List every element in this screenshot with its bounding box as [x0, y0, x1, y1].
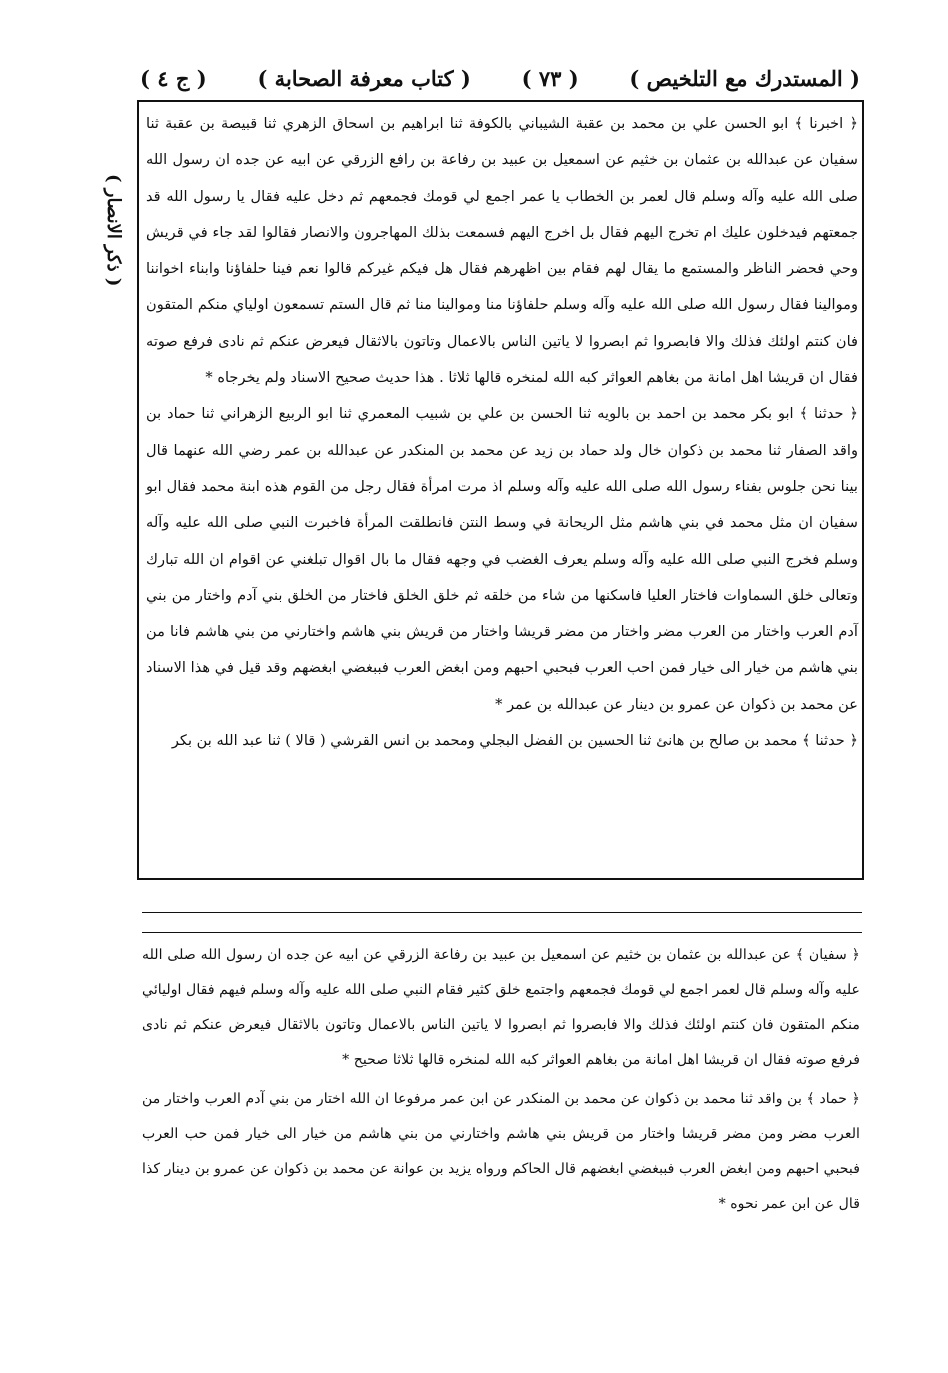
main-text-block — [146, 106, 858, 759]
margin-note: ( ذكر الانصار ) — [103, 173, 124, 287]
talkhis-paragraph-2: ﴿ حماد ﴾ بن واقد ثنا محمد بن ذكوان عن محمد بن المنكدر عن ابن عمر مرفوعا ان الله اختار من بني آدم العرب واختار من العرب مضر ومن مضر قريشا واختار من قريش بني هاشم واختارني من بني هاشم من خيار الى خيار فمن حب العرب فبحبي احبهم ومن ابغض العرب فببغضي ابغضهم قال الحاكم ورواه يزيد بن عوانة عن محمد بن ذكوان عن عمرو بن دينار كذا قال عن ابن عمر نحوه * — [142, 1091, 860, 1212]
page-number: ( ٧٣ ) — [521, 65, 579, 91]
divider-line — [142, 912, 862, 913]
talkhis-paragraph-1: ﴿ سفيان ﴾ عن عبدالله بن عثمان بن خثيم عن اسمعيل بن عبيد بن رفاعة الزرقي عن ابيه عن جده ان رسول الله صلى الله عليه وآله وسلم قال لعمر اجمع لي قومك فجمعهم واجتمع خلق كثير فقام النبي صلى الله عليه وآله وسلم فيهم فقال اوليائي منكم المتقون فان كنتم اولئك فذلك والا فابصروا ثم ابصروا لا ياتين الناس بالاعمال وتاتون بالاثقال فيعرض عنكم ثم نادى فرفع صوته فقال ان قريشا اهل امانة من بغاهم العواثر كبه الله لمنخره قالها ثلاثا صحيح * — [142, 947, 860, 1068]
book-title: ( كتاب معرفة الصحابة ) — [257, 65, 471, 91]
page-header — [140, 60, 860, 96]
hadith-paragraph-1: ﴿ اخبرنا ﴾ ابو الحسن علي بن محمد بن عقبة الشيباني بالكوفة ثنا ابراهيم بن اسحاق الزهري ثنا قبيصة بن عقبة ثنا سفيان عن عبدالله بن عثمان بن خثيم عن اسمعيل بن عبيد بن رفاعة بن رافع الزرقي عن ابيه عن جده ان رسول الله صلى الله عليه وآله وسلم قال لعمر بن الخطاب يا عمر اجمع لي قومك فجمعهم ثم دخل عليه فقال يا رسول الله قد جمعتهم فيدخلون عليك ام تخرج اليهم فقال بل اخرج اليهم فسمعت بذلك المهاجرون والانصار فقالوا لقد جاء في قريش وحي فحضر الناظر والمستمع ما يقال لهم فقام بين اظهرهم فقال هل فيكم غيركم قالوا نعم فينا حلفاؤنا وابناء اخواننا وموالينا فقال رسول الله صلى الله عليه وآله وسلم حلفاؤنا منا وموالينا منا ثم قال الستم تسمعون اولياي منكم المتقون فان كنتم اولئك فذلك والا فابصروا ثم ابصروا لا ياتين الناس بالاعمال وتاتون بالاثقال فيعرض عنكم ثم نادى فرفع صوته فقال ان قريشا اهل امانة من بغاهم العواثر كبه الله لمنخره قالها ثلاثا . هذا حديث صحيح الاسناد ولم يخرجاه * — [146, 115, 859, 387]
running-title: ( المستدرك مع التلخيص ) — [629, 65, 860, 91]
talkhis-block — [142, 938, 860, 1226]
divider-line — [142, 932, 862, 933]
hadith-paragraph-2: ﴿ حدثنا ﴾ ابو بكر محمد بن احمد بن بالويه ثنا الحسن بن علي بن شبيب المعمري ثنا ابو الربيع الزهراني ثنا حماد بن واقد الصفار ثنا محمد بن ذكوان خال ولد حماد بن زيد عن محمد بن المنكدر عن عبدالله بن عمر رضي الله عنهما قال بينا نحن جلوس بفناء رسول الله صلى الله عليه وآله وسلم اذ مرت امرأة فقال رجل من القوم هذه ابنة محمد فقال ابو سفيان ان مثل محمد في بني هاشم مثل الريحانة في وسط النتن فانطلقت المرأة فاخبرت النبي صلى الله عليه وآله وسلم فخرج النبي صلى الله عليه وآله وسلم يعرف الغضب في وجهه فقال ما بال اقوال تبلغني عن اقوام ان الله تبارك وتعالى خلق السماوات فاختار العليا فاسكنها من شاء من خلقه ثم خلق الخلق فاختار من الخلق بني آدم واختار من بني آدم العرب واختار من العرب مضر واختار من مضر قريشا واختار من قريش بني هاشم واختارني من بني هاشم فانا من بني هاشم من خيار الى خيار فمن احب العرب فبحبي احبهم ومن ابغض العرب فببغضي ابغضهم وقد قيل في هذا الاسناد عن محمد بن ذكوان عن عمرو بن دينار عن عبدالله بن عمر * — [146, 405, 858, 713]
volume-label: ( ج ٤ ) — [140, 65, 207, 91]
hadith-paragraph-3: ﴿ حدثنا ﴾ محمد بن صالح بن هانئ ثنا الحسين بن الفضل البجلي ومحمد بن انس القرشي ( قالا ) ثنا عبد الله بن بكر — [171, 732, 858, 750]
